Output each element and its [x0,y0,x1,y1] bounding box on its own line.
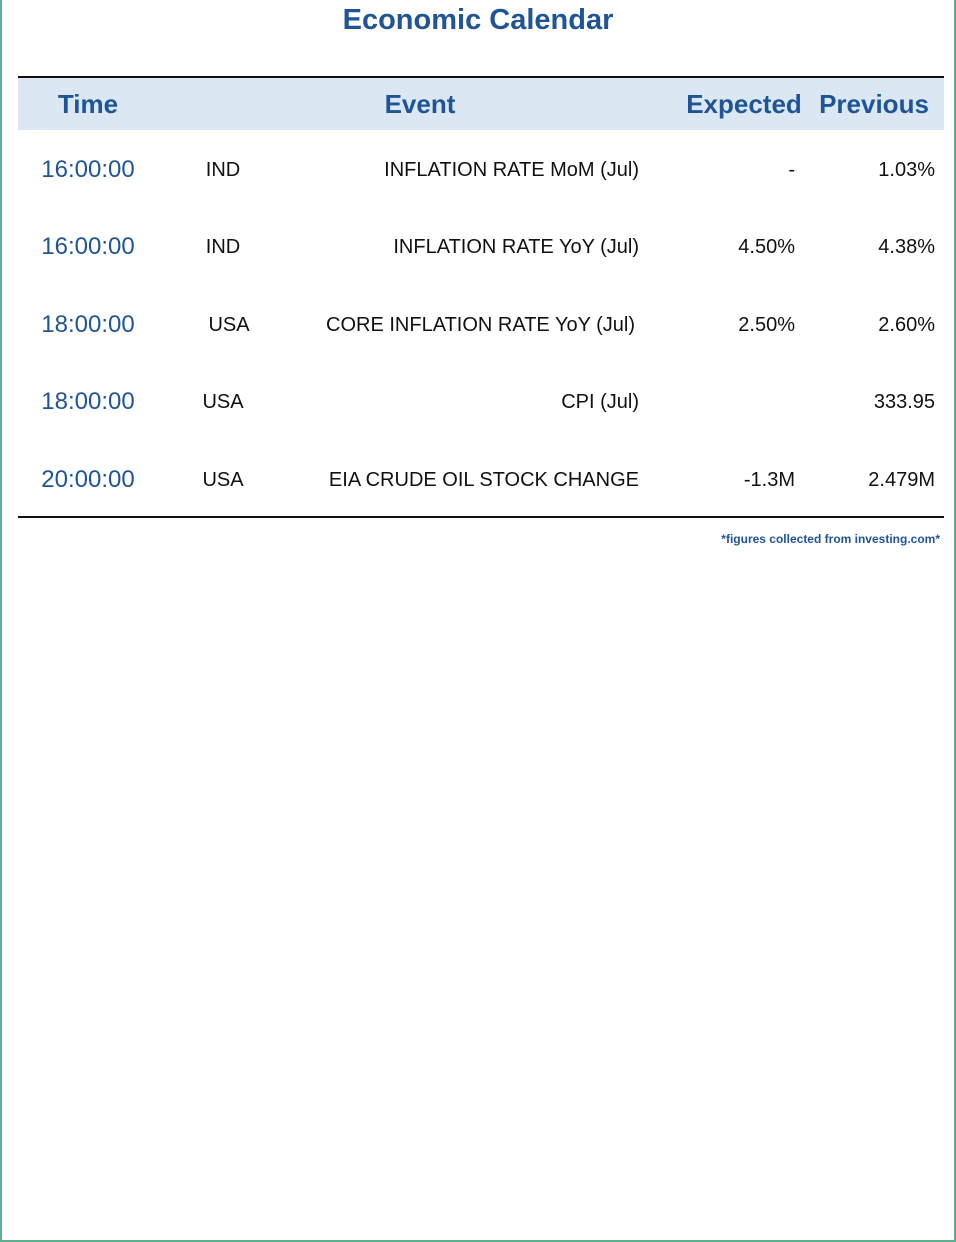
row-event: CORE INFLATION RATE YoY (Jul) [326,314,635,336]
table-row [18,150,944,190]
row-expected: 4.50% [738,236,795,258]
column-header-previous: Previous [819,89,929,119]
column-header-expected: Expected [686,89,802,119]
table-row [18,305,944,345]
row-country: IND [205,236,241,258]
row-event: CPI (Jul) [561,391,639,413]
row-country: USA [202,391,244,413]
table-row [18,227,944,267]
row-previous: 4.38% [878,236,935,258]
source-footnote: *figures collected from investing.com* [721,532,940,546]
row-time: 16:00:00 [41,233,135,260]
row-previous: 1.03% [878,159,935,181]
table-row [18,382,944,422]
row-country: IND [205,159,241,181]
row-country: USA [208,314,250,336]
row-expected: 2.50% [738,314,795,336]
row-previous: 2.60% [878,314,935,336]
row-time: 16:00:00 [41,156,135,183]
row-previous: 333.95 [873,391,935,413]
row-time: 18:00:00 [41,311,135,338]
row-country: USA [202,469,244,491]
row-previous: 2.479M [868,469,935,491]
row-time: 20:00:00 [41,466,135,493]
page-title: Economic Calendar [342,4,614,36]
row-event: EIA CRUDE OIL STOCK CHANGE [328,469,639,491]
column-header-time: Time [57,89,119,119]
row-expected: - [788,159,795,181]
table-row [18,460,944,500]
row-event: INFLATION RATE YoY (Jul) [393,236,639,258]
row-expected: -1.3M [743,469,795,491]
row-event: INFLATION RATE MoM (Jul) [384,159,639,181]
column-header-event: Event [384,89,456,119]
table-bottom-rule [18,516,944,518]
row-time: 18:00:00 [41,388,135,415]
